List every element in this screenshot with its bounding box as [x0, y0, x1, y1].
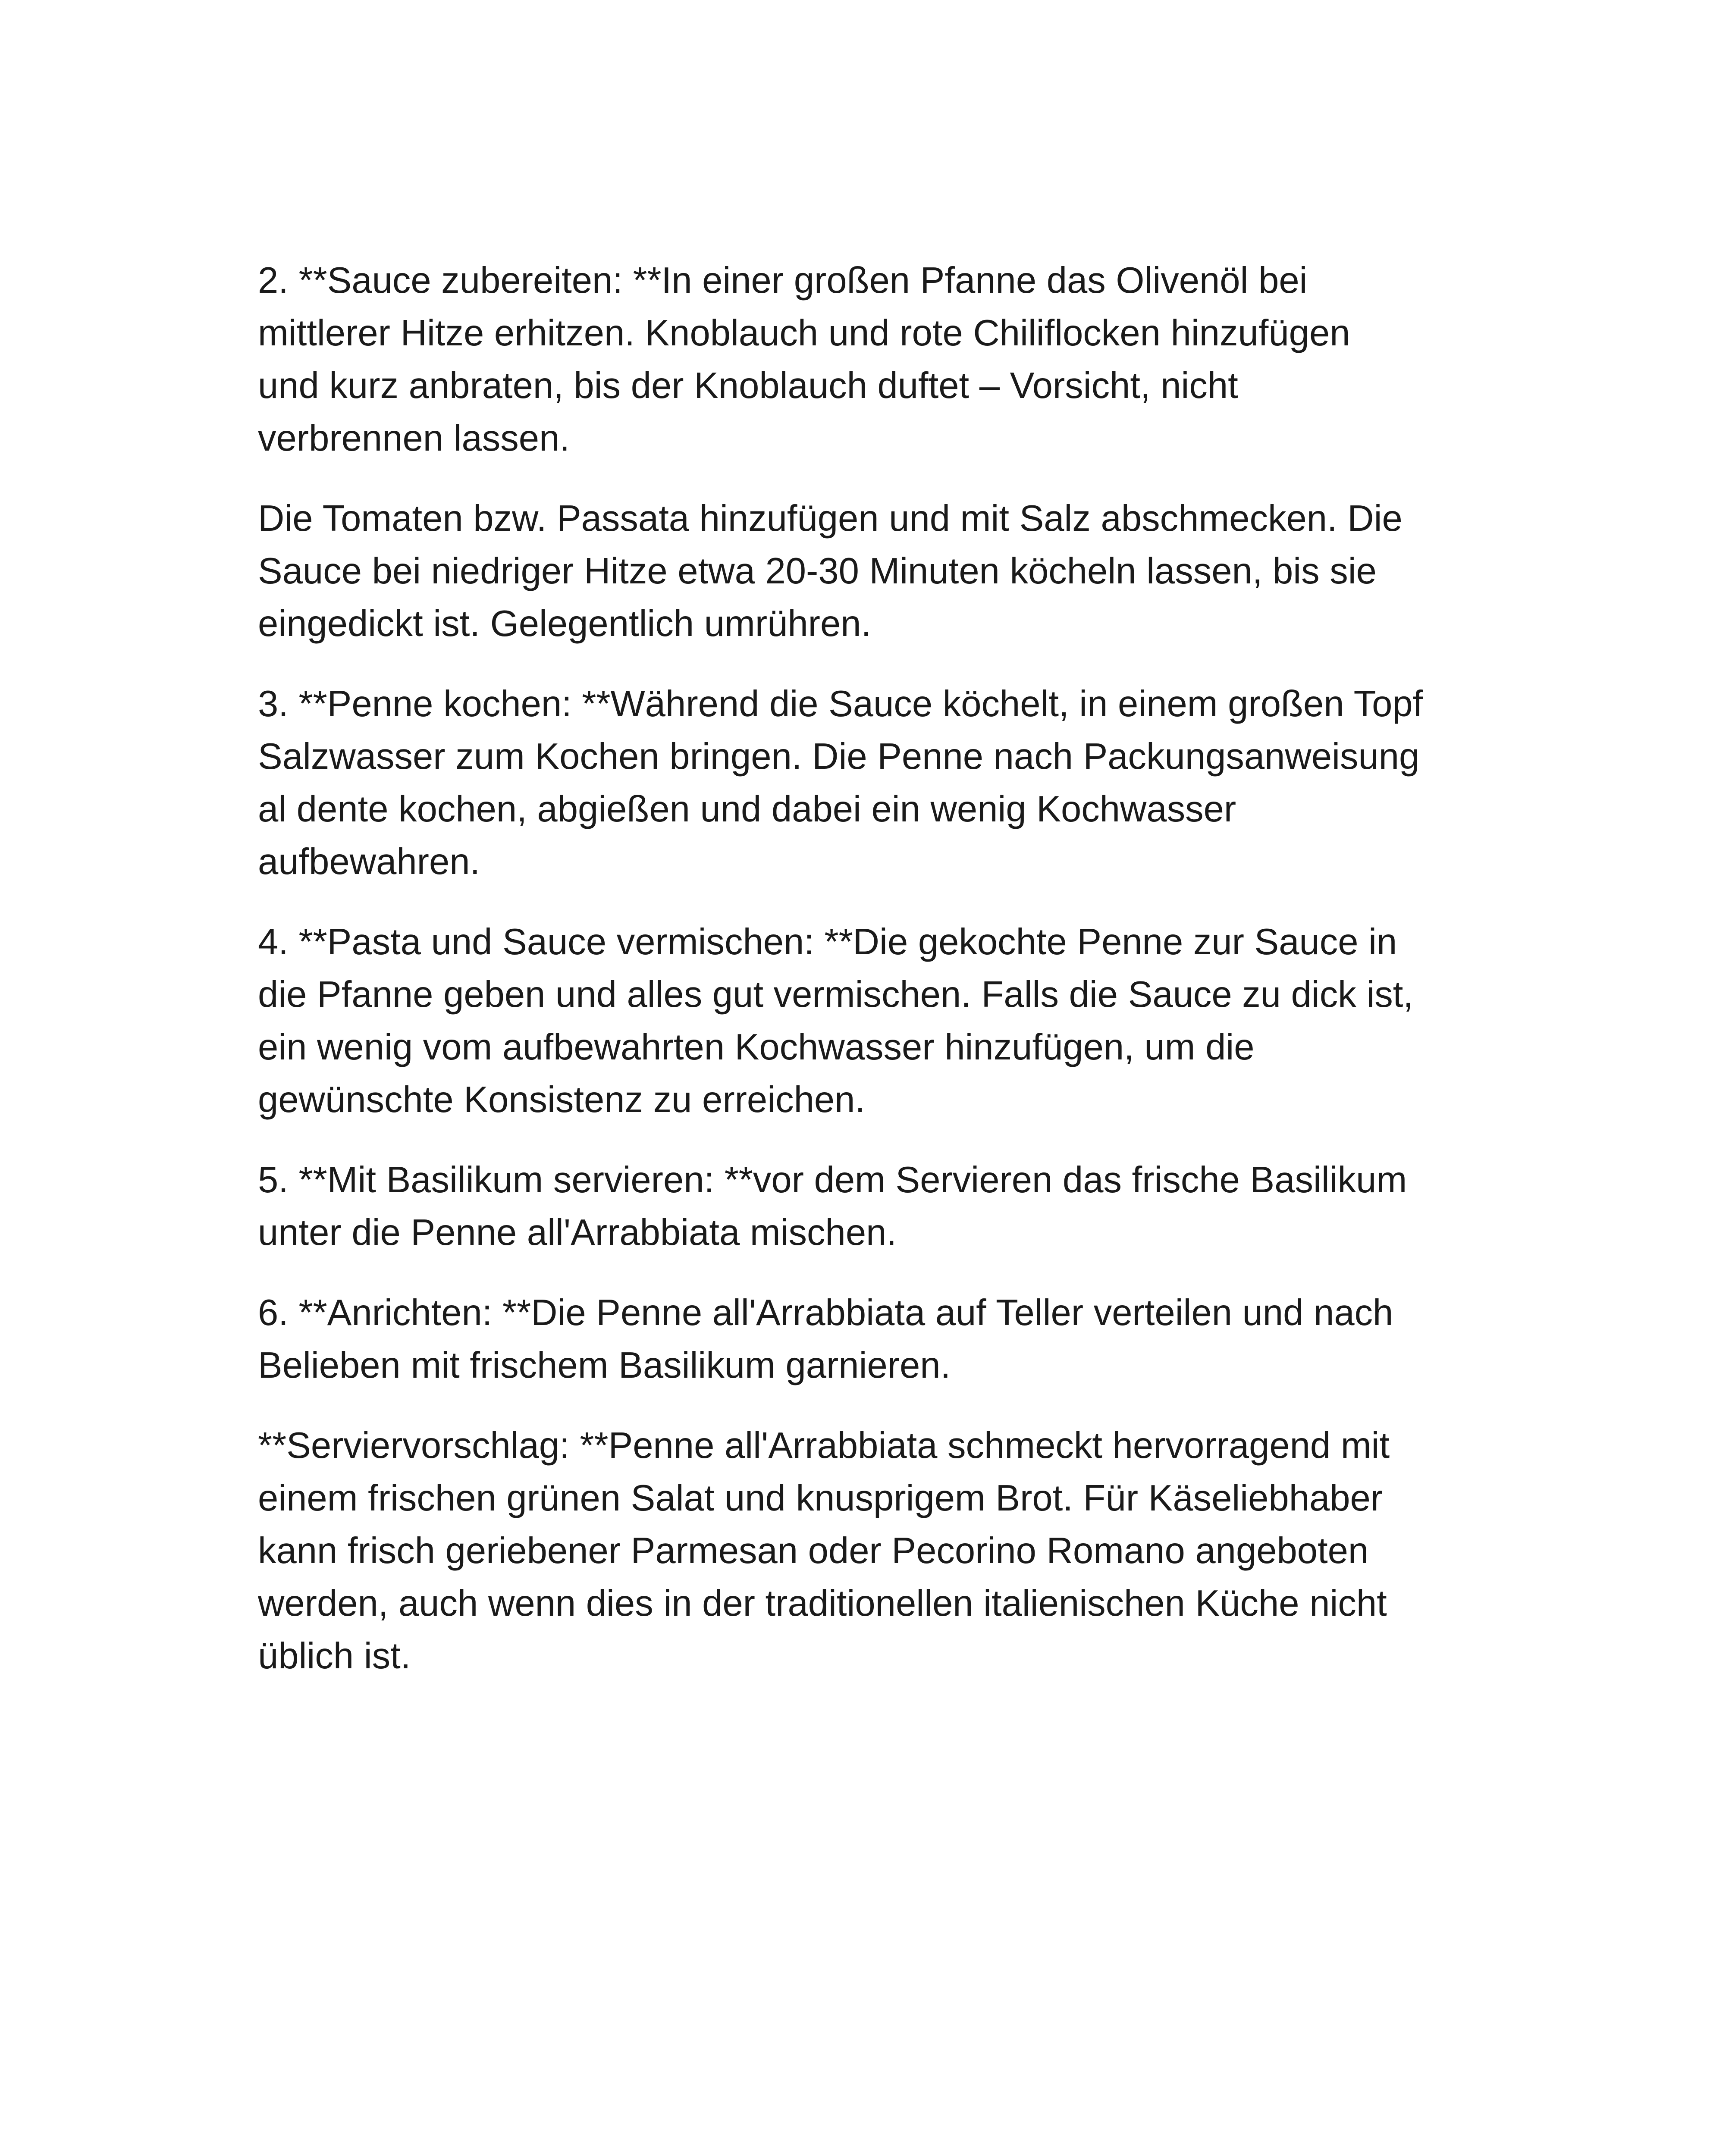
- text-line: 5. **Mit Basilikum servieren: **vor dem Servieren das frische Basilikum: [258, 1159, 1407, 1200]
- text-line: gewünschte Konsistenz zu erreichen.: [258, 1079, 866, 1120]
- text-line: 4. **Pasta und Sauce vermischen: **Die gekochte Penne zur Sauce in: [258, 921, 1397, 962]
- page-body: [258, 254, 1491, 1683]
- text-line: einem frischen grünen Salat und knusprigem Brot. Für Käseliebhaber: [258, 1478, 1383, 1519]
- step-4-mix-paragraph: [258, 916, 1491, 1126]
- text-line: eingedickt ist. Gelegentlich umrühren.: [258, 603, 872, 644]
- text-line: Sauce bei niedriger Hitze etwa 20-30 Minuten köcheln lassen, bis sie: [258, 551, 1377, 592]
- serving-suggestion-paragraph: [258, 1420, 1491, 1683]
- step-6-plating-paragraph: [258, 1287, 1491, 1392]
- text-line: Belieben mit frischem Basilikum garnieren.: [258, 1345, 951, 1386]
- text-line: werden, auch wenn dies in der traditionellen italienischen Küche nicht: [258, 1583, 1387, 1624]
- text-line: aufbewahren.: [258, 841, 480, 882]
- tomato-paragraph: [258, 492, 1491, 650]
- text-line: **Serviervorschlag: **Penne all'Arrabbiata schmeckt hervorragend mit: [258, 1425, 1390, 1466]
- text-line: und kurz anbraten, bis der Knoblauch duftet – Vorsicht, nicht: [258, 365, 1238, 406]
- step-2-sauce-paragraph: [258, 254, 1491, 465]
- text-line: verbrennen lassen.: [258, 418, 570, 459]
- step-3-penne-paragraph: [258, 678, 1491, 888]
- text-line: mittlerer Hitze erhitzen. Knoblauch und rote Chiliflocken hinzufügen: [258, 313, 1350, 354]
- text-line: die Pfanne geben und alles gut vermischen. Falls die Sauce zu dick ist,: [258, 974, 1414, 1015]
- text-line: 3. **Penne kochen: **Während die Sauce köchelt, in einem großen Topf: [258, 683, 1423, 724]
- text-line: kann frisch geriebener Parmesan oder Pecorino Romano angeboten: [258, 1530, 1369, 1571]
- text-line: 2. **Sauce zubereiten: **In einer großen Pfanne das Olivenöl bei: [258, 260, 1308, 301]
- step-5-basil-paragraph: [258, 1154, 1491, 1259]
- text-line: al dente kochen, abgießen und dabei ein wenig Kochwasser: [258, 789, 1236, 830]
- text-line: unter die Penne all'Arrabbiata mischen.: [258, 1212, 897, 1253]
- text-line: üblich ist.: [258, 1636, 411, 1677]
- text-line: ein wenig vom aufbewahrten Kochwasser hinzufügen, um die: [258, 1027, 1255, 1068]
- text-line: Salzwasser zum Kochen bringen. Die Penne nach Packungsanweisung: [258, 736, 1420, 777]
- text-line: 6. **Anrichten: **Die Penne all'Arrabbiata auf Teller verteilen und nach: [258, 1292, 1393, 1333]
- text-line: Die Tomaten bzw. Passata hinzufügen und mit Salz abschmecken. Die: [258, 498, 1403, 539]
